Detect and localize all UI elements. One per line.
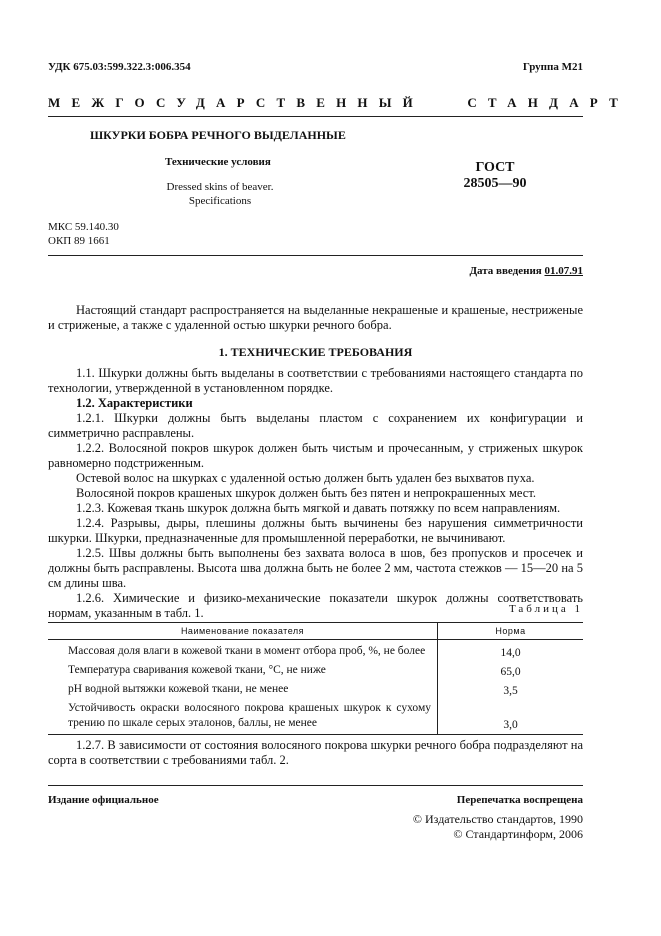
clause-1-2: 1.2. Характеристики bbox=[76, 396, 193, 410]
intro-text: Настоящий стандарт распространяется на выделанные некрашеные и крашеные, нестриженые и стриженые, а также с удаленной остью шкурки речного бобра. bbox=[48, 303, 583, 332]
udk-code: УДК 675.03:599.322.3:006.354 bbox=[48, 61, 191, 73]
clause-dyed-hair: Волосяной покров крашеных шкурок должен быть без пятен и непрокрашенных мест. bbox=[76, 486, 536, 500]
clause-1-2-6: 1.2.6. Химические и физико-механические показатели шкурок должны соответствовать нормам, указанным в табл. 1. bbox=[48, 591, 583, 620]
intro-date-value: 01.07.91 bbox=[544, 265, 583, 277]
group-code: Группа М21 bbox=[522, 61, 583, 73]
table1-row2-name: Температура сваривания кожевой ткани, °С, не ниже bbox=[68, 664, 326, 676]
official-edition: Издание официальное bbox=[48, 794, 159, 806]
table1-row4-name: Устойчивость окраски волосяного покрова крашеных шкурок к сухому трению по шкале серых эталонов, баллы, не менее bbox=[48, 697, 438, 735]
gost-label: ГОСТ bbox=[475, 160, 515, 175]
clause-1-2-4: 1.2.4. Разрывы, дыры, плешины должны быть вычинены без нарушения симметричности шкурки. Шкурки, предназначенные для промышленной переработки, не вычинивают. bbox=[48, 516, 583, 545]
english-title-line2: Specifications bbox=[188, 195, 252, 207]
intro-date-label: Дата введения bbox=[469, 265, 542, 277]
title-divider bbox=[48, 255, 583, 256]
table1-header-name: Наименование показателя bbox=[48, 623, 438, 640]
interstate-standard-banner: МЕЖГОСУДАРСТВЕННЫЙ СТАНДАРТ bbox=[48, 95, 629, 110]
copyright-2006: © Стандартинформ, 2006 bbox=[453, 827, 583, 841]
table1-row1-name: Массовая доля влаги в кожевой ткани в момент отбора проб, %, не более bbox=[68, 645, 426, 657]
section-body bbox=[48, 366, 583, 621]
clause-guard-hair: Остевой волос на шкурках с удаленной остью должен быть удален без выхватов пуха. bbox=[76, 471, 535, 485]
gost-number: 28505—90 bbox=[463, 176, 527, 191]
table-row bbox=[48, 678, 583, 697]
table1 bbox=[48, 622, 583, 735]
table1-row3-name: pH водной вытяжки кожевой ткани, не менее bbox=[68, 683, 289, 695]
table1-header-norm: Норма bbox=[438, 623, 584, 640]
doc-subtitle: Технические условия bbox=[165, 156, 271, 168]
copyright-1990: © Издательство стандартов, 1990 bbox=[412, 812, 583, 826]
table1-row2-norm: 65,0 bbox=[438, 659, 584, 678]
table1-row3-norm: 3,5 bbox=[438, 678, 584, 697]
reprint-prohibited: Перепечатка воспрещена bbox=[456, 794, 583, 806]
table1-row4-norm: 3,0 bbox=[438, 697, 584, 735]
table-row bbox=[48, 697, 583, 735]
doc-title: ШКУРКИ БОБРА РЕЧНОГО ВЫДЕЛАННЫЕ bbox=[90, 128, 346, 142]
header-divider bbox=[48, 116, 583, 117]
footer-divider bbox=[48, 785, 583, 786]
section-heading: 1. ТЕХНИЧЕСКИЕ ТРЕБОВАНИЯ bbox=[218, 345, 413, 359]
table-row bbox=[48, 659, 583, 678]
clause-1-2-1: 1.2.1. Шкурки должны быть выделаны пластом с сохранением их конфигурации и симметрично расправлены. bbox=[48, 411, 583, 440]
clause-1-2-3: 1.2.3. Кожевая ткань шкурок должна быть мягкой и давать потяжку по всем направлениям. bbox=[76, 501, 561, 515]
okp-code: ОКП 89 1661 bbox=[48, 235, 110, 247]
table-row bbox=[48, 640, 583, 660]
table1-row1-norm: 14,0 bbox=[438, 640, 584, 660]
mks-code: МКС 59.140.30 bbox=[48, 221, 119, 233]
clause-1-2-2: 1.2.2. Волосяной покров шкурок должен быть чистым и прочесанным, у стриженых шкурок равномерно подстриженным. bbox=[48, 441, 583, 470]
clause-1-2-7-block bbox=[48, 738, 583, 768]
clause-1-2-7: 1.2.7. В зависимости от состояния волосяного покрова шкурки речного бобра подразделяют на сорта в соответствии с требованиями табл. 2. bbox=[48, 738, 583, 767]
english-title-line1: Dressed skins of beaver. bbox=[166, 181, 274, 193]
intro-paragraph bbox=[48, 303, 583, 333]
table1-caption: Таблица 1 bbox=[508, 603, 583, 615]
intro-date bbox=[469, 265, 583, 277]
clause-1-1: 1.1. Шкурки должны быть выделаны в соответствии с требованиями настоящего стандарта по технологии, утвержденной в установленном порядке. bbox=[48, 366, 583, 395]
clause-1-2-5: 1.2.5. Швы должны быть выполнены без захвата волоса в шов, без пропусков и просечек и должны быть расправлены. Высота шва должна быть не более 2 мм, частота стежков — 15—20 на 5 см длины шва. bbox=[48, 546, 583, 590]
